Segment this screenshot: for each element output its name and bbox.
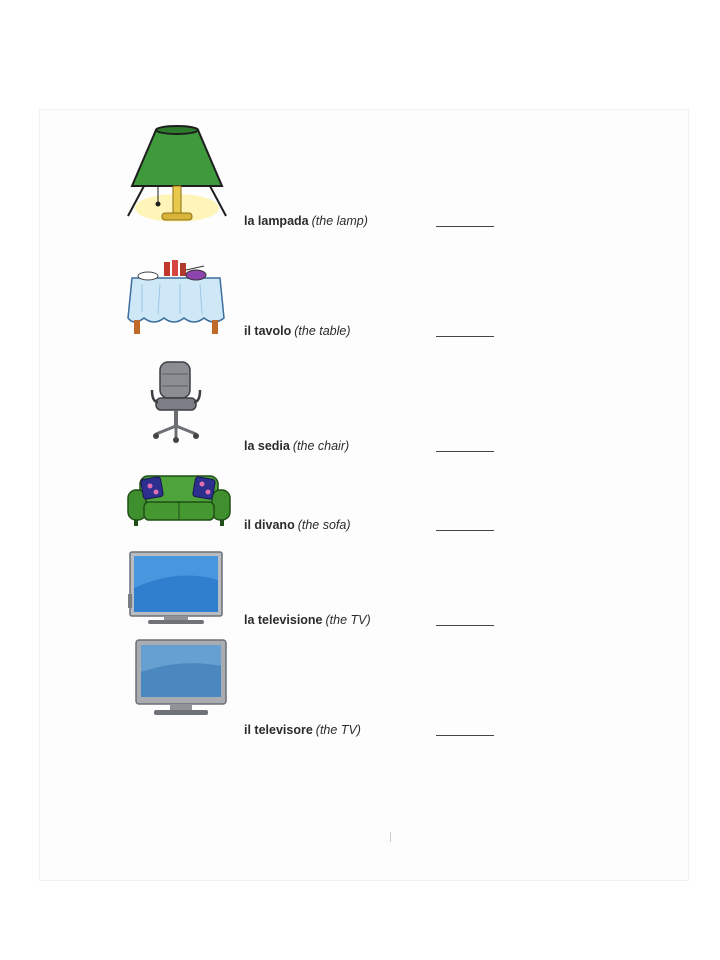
worksheet-page (40, 110, 688, 880)
tv-icon (134, 638, 228, 720)
italian-word: il divano (244, 518, 295, 532)
english-translation: (the sofa) (297, 518, 351, 532)
answer-blank[interactable] (436, 336, 494, 337)
vocab-label (244, 723, 361, 737)
answer-blank[interactable] (436, 625, 494, 626)
vocab-label (244, 613, 371, 627)
english-translation: (the chair) (292, 439, 350, 453)
scan-mark (390, 832, 391, 842)
italian-word: la televisione (244, 613, 323, 627)
answer-blank[interactable] (436, 735, 494, 736)
lamp-icon (122, 118, 232, 228)
italian-word: la lampada (244, 214, 309, 228)
english-translation: (the TV) (315, 723, 361, 737)
vocab-label (244, 518, 351, 532)
english-translation: (the lamp) (311, 214, 368, 228)
tv-icon (128, 550, 224, 626)
italian-word: il tavolo (244, 324, 292, 338)
english-translation: (the TV) (325, 613, 371, 627)
english-translation: (the table) (294, 324, 351, 338)
vocab-label (244, 324, 351, 338)
vocab-label (244, 214, 368, 228)
answer-blank[interactable] (436, 226, 494, 227)
table-icon (124, 260, 228, 340)
answer-blank[interactable] (436, 530, 494, 531)
answer-blank[interactable] (436, 451, 494, 452)
chair-icon (148, 360, 204, 444)
vocab-label (244, 439, 349, 453)
italian-word: il televisore (244, 723, 313, 737)
italian-word: la sedia (244, 439, 290, 453)
sofa-icon (126, 470, 232, 532)
